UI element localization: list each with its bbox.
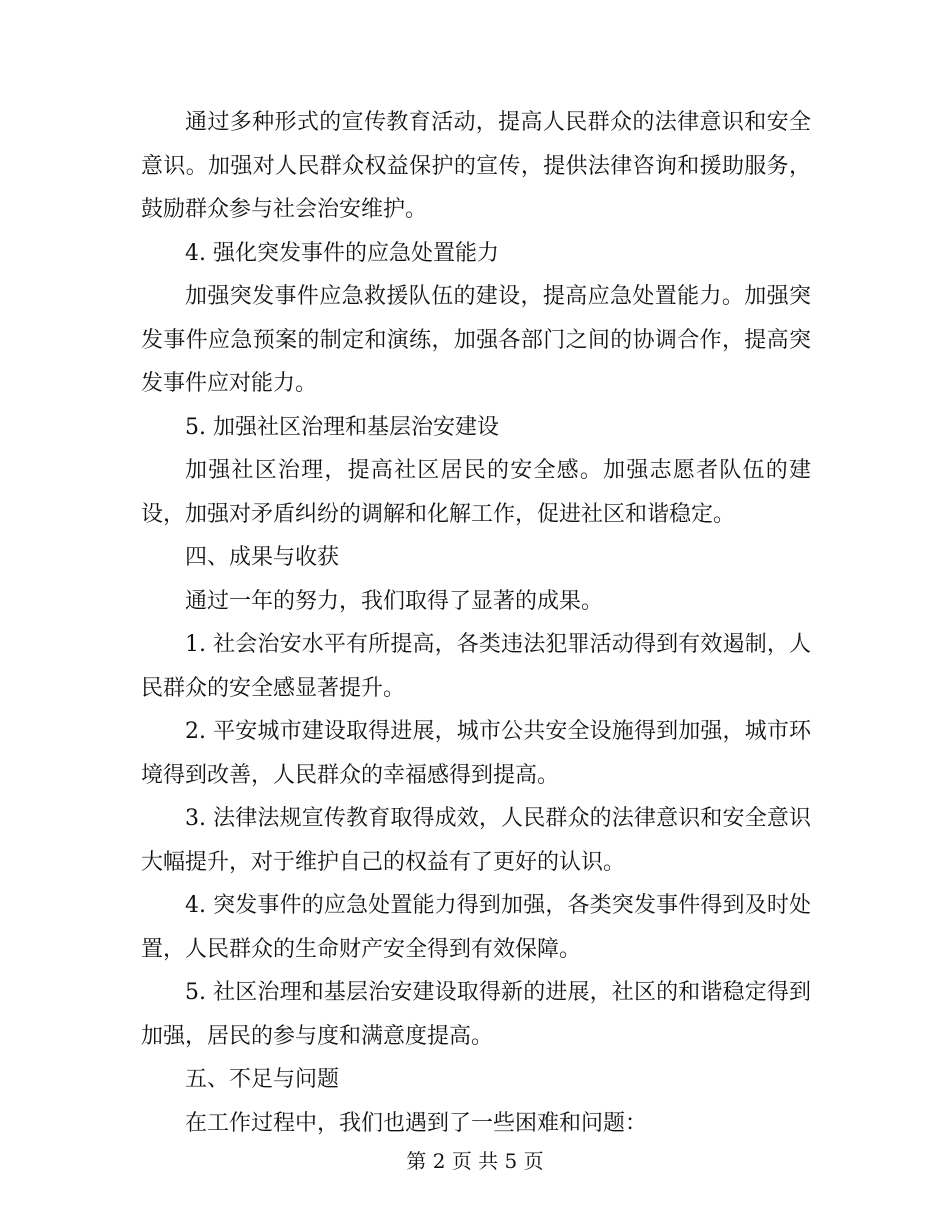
page-number: 第 2 页 共 5 页 xyxy=(406,1149,544,1173)
heading-community-governance: 5. 加强社区治理和基层治安建设 xyxy=(185,414,499,440)
result-item-4: 4. 突发事件的应急处置能力得到加强，各类突发事件得到及时处置，人民群众的生命财产安全得到有效保障。 xyxy=(141,893,811,962)
result-item-3: 3. 法律法规宣传教育取得成效，人民群众的法律意识和安全意识大幅提升，对于维护自己的权益有了更好的认识。 xyxy=(141,806,811,875)
paragraph-emergency-response: 加强突发事件应急救援队伍的建设，提高应急处置能力。加强突发事件应急预案的制定和演练，加强各部门之间的协调合作，提高突发事件应对能力。 xyxy=(141,284,811,396)
paragraph-publicity: 通过多种形式的宣传教育活动，提高人民群众的法律意识和安全意识。加强对人民群众权益保护的宣传，提供法律咨询和援助服务，鼓励群众参与社会治安维护。 xyxy=(141,110,811,222)
paragraph-results-intro: 通过一年的努力，我们取得了显著的成果。 xyxy=(185,588,604,614)
result-item-2: 2. 平安城市建设取得进展，城市公共安全设施得到加强，城市环境得到改善，人民群众的幸福感得到提高。 xyxy=(141,719,811,788)
page-footer xyxy=(0,1146,950,1176)
section-heading-results: 四、成果与收获 xyxy=(185,545,340,570)
section-heading-shortcomings: 五、不足与问题 xyxy=(185,1067,340,1092)
paragraph-community-governance: 加强社区治理，提高社区居民的安全感。加强志愿者队伍的建设，加强对矛盾纠纷的调解和化解工作，促进社区和谐稳定。 xyxy=(141,458,811,527)
paragraph-shortcomings-intro: 在工作过程中，我们也遇到了一些困难和问题： xyxy=(185,1110,648,1136)
result-item-1: 1. 社会治安水平有所提高，各类违法犯罪活动得到有效遏制，人民群众的安全感显著提升。 xyxy=(141,632,811,701)
document-body xyxy=(141,101,811,1145)
heading-emergency-response: 4. 强化突发事件的应急处置能力 xyxy=(185,240,499,266)
result-item-5: 5. 社区治理和基层治安建设取得新的进展，社区的和谐稳定得到加强，居民的参与度和满意度提高。 xyxy=(141,980,811,1049)
